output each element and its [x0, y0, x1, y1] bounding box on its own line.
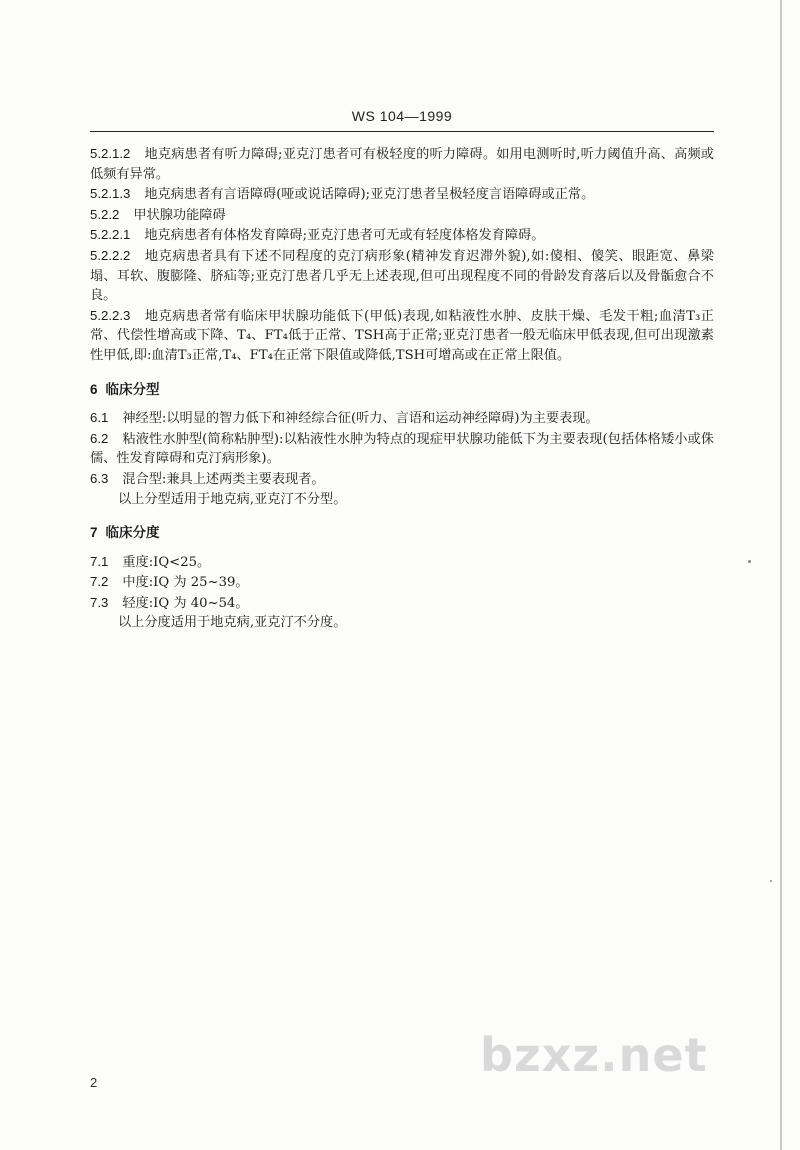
clause-text: 重度:IQ<25。: [122, 554, 211, 570]
scan-edge-line: [780, 0, 782, 1150]
scan-speck: [770, 880, 772, 882]
section-number: 7: [90, 525, 98, 541]
page-number: 2: [90, 1075, 98, 1090]
clause-number: 7.2: [90, 574, 109, 590]
clause-text: 中度:IQ 为 25~39。: [122, 575, 249, 591]
clause-number: 7.1: [90, 553, 109, 569]
clause-6-1: [90, 408, 714, 429]
document-body: [90, 144, 714, 633]
section-number: 6: [90, 381, 98, 397]
clause-heading: 甲状腺功能障碍: [133, 207, 226, 223]
scan-speck: [748, 560, 751, 563]
clause-7-2: [90, 572, 714, 593]
clause-number: 6.3: [90, 470, 109, 486]
section-heading: 临床分度: [105, 525, 160, 542]
clause-text: 地克病患者具有下述不同程度的克汀病形象(精神发育迟滞外貌),如:傻相、傻笑、眼距宽、鼻梁塌、耳软、腹膨隆、脐疝等;亚克汀患者几乎无上述表现,但可出现程度不同的骨龄发育落后以及骨骺愈合不良。: [90, 248, 714, 304]
clause-5-2-1-3: [90, 184, 714, 205]
clause-5-2-2: [90, 205, 714, 226]
clause-5-2-2-3: [90, 306, 714, 366]
clause-number: 5.2.1.2: [90, 146, 131, 161]
clause-number: 5.2.2.3: [90, 307, 131, 323]
clause-number: 6.2: [90, 430, 109, 446]
clause-7-3: [90, 593, 714, 614]
page-header: WS 104—1999: [351, 108, 453, 124]
section-7-title: [90, 523, 714, 544]
clause-text: 粘液性水肿型(简称粘肿型):以粘液性水肿为特点的现症甲状腺功能低下为主要表现(包括体格矮小或侏儒、性发育障碍和克汀病形象)。: [90, 431, 714, 467]
clause-6-3: [90, 469, 714, 490]
section-6-title: [90, 380, 714, 401]
clause-5-2-2-2: [90, 246, 714, 306]
clause-5-2-2-1: [90, 225, 714, 246]
clause-number: 5.2.2.2: [90, 247, 131, 263]
clause-number: 5.2.1.3: [90, 186, 131, 202]
clause-6-2: [90, 429, 714, 469]
section-6-note: 以上分型适用于地克病,亚克汀不分型。: [118, 491, 347, 507]
clause-text: 轻度:IQ 为 40~54。: [122, 595, 249, 611]
clause-7-1: [90, 552, 714, 573]
clause-text: 神经型:以明显的智力低下和神经综合征(听力、言语和运动神经障碍)为主要表现。: [122, 411, 599, 427]
clause-text: 地克病患者常有临床甲状腺功能低下(甲低)表现,如粘液性水肿、皮肤干燥、毛发干粗;血清T₃正常、代偿性增高或下降、T₄、FT₄低于正常、TSH高于正常;亚克汀患者一般无临床甲低表现,但可出现激素性甲低,即:血清T₃正常,T₄、FT₄在正常下限值或降低,TSH可增高或在正常上限值。: [90, 308, 714, 363]
clause-number: 6.1: [90, 410, 109, 426]
section-heading: 临床分型: [105, 381, 160, 398]
section-7-note: 以上分度适用于地克病,亚克汀不分度。: [118, 615, 347, 631]
clause-number: 7.3: [90, 594, 109, 610]
clause-5-2-1-2: [90, 144, 714, 184]
clause-text: 地克病患者有听力障碍;亚克汀患者可有极轻度的听力障碍。如用电测听时,听力阈值升高、高频或低频有异常。: [90, 147, 714, 182]
clause-text: 混合型:兼具上述两类主要表现者。: [122, 471, 325, 487]
watermark-text: bzxz.net: [480, 1028, 708, 1082]
header-rule: [90, 131, 714, 132]
clause-number: 5.2.2.1: [90, 227, 131, 243]
clause-number: 5.2.2: [90, 206, 120, 222]
clause-text: 地克病患者有言语障碍(哑或说话障碍);亚克汀患者呈极轻度言语障碍或正常。: [144, 187, 595, 203]
clause-text: 地克病患者有体格发育障碍;亚克汀患者可无或有轻度体格发育障碍。: [144, 228, 545, 244]
